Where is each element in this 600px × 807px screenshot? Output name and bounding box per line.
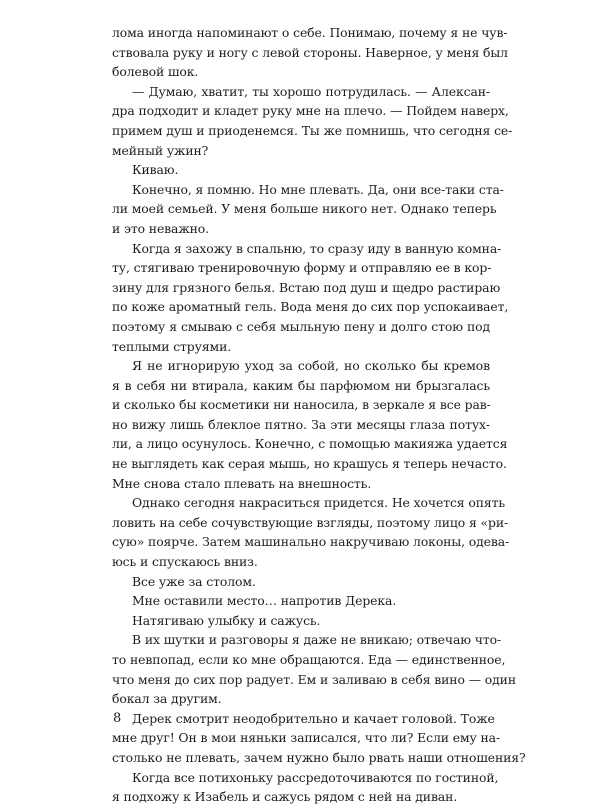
text-line: Конечно, я помню. Но мне плевать. Да, они все-таки ста- <box>132 181 504 197</box>
text-line: то невпопад, если ко мне обращаются. Еда — единственное, <box>112 652 506 667</box>
text-line: Дерек смотрит неодобрительно и качает головой. Тоже <box>132 710 495 726</box>
text-line: В их шутки и разговоры я даже не вникаю; отвечаю что- <box>132 632 502 648</box>
text-line: ловить на себе сочувствующие взгляды, поэтому лицо я «ри- <box>112 514 509 530</box>
text-line: Киваю. <box>132 162 179 178</box>
text-line: примем душ и приоденемся. Ты же помнишь, что сегодня се- <box>112 122 513 138</box>
paragraph <box>112 768 499 807</box>
paragraph <box>112 611 490 631</box>
text-line: мне друг! Он в мои няньки записался, что ли? Если ему на- <box>112 730 501 746</box>
text-line: Однако сегодня накраситься придется. Не хочется опять <box>132 495 505 511</box>
text-line: — Думаю, хватит, ты хорошо потрудилась. — Алексан- <box>132 83 490 99</box>
text-line: поэтому я смываю с себя мыльную пену и долго стою под <box>112 318 490 334</box>
text-line: Когда я захожу в спальню, то сразу иду в ванную комна- <box>132 240 502 256</box>
text-line: ли моей семьей. У меня больше никого нет. Однако теперь <box>112 201 497 217</box>
text-line: Все уже за столом. <box>132 573 256 589</box>
paragraph <box>112 180 504 239</box>
paragraph <box>112 572 490 592</box>
text-line: и сколько бы косметики ни наносила, в зеркале я все рав- <box>112 397 491 413</box>
text-line: что меня до сих пор радует. Ем и заливаю в себя вино — один <box>112 671 516 687</box>
text-line: мейный ужин? <box>112 142 209 158</box>
text-line: сую» поярче. Затем машинально накручиваю локоны, одева- <box>112 534 510 550</box>
paragraph <box>112 356 508 493</box>
paragraph <box>112 160 490 180</box>
paragraph <box>112 23 508 82</box>
text-line: бокал за другим. <box>112 691 222 707</box>
text-line: Мне оставили место… напротив Дерека. <box>132 593 397 609</box>
text-line: лома иногда напоминают о себе. Понимаю, почему я не чув- <box>112 25 508 40</box>
text-line: я подхожу к Изабель и сажусь рядом с ней на диван. <box>112 789 458 805</box>
text-line: я в себя ни втирала, каким бы парфюмом ни брызгалась <box>112 377 490 393</box>
text-line: ли, а лицо осунулось. Конечно, с помощью макияжа удается <box>112 436 508 452</box>
text-line: Натягиваю улыбку и сажусь. <box>132 612 321 628</box>
text-line: ствовала руку и ногу с левой стороны. Наверное, у меня был <box>112 44 508 60</box>
paragraph <box>112 82 513 160</box>
text-line: но вижу лишь блеклое пятно. За эти месяцы глаза потух- <box>112 416 490 432</box>
text-line: столько не плевать, зачем нужно было рвать наши отношения? <box>112 749 526 765</box>
paragraph <box>112 493 510 571</box>
paragraph <box>112 630 516 708</box>
text-line: дра подходит и кладет руку мне на плечо. — Пойдем наверх, <box>112 103 509 119</box>
text-line: ту, стягиваю тренировочную форму и отправляю ее в кор- <box>112 260 492 276</box>
text-line: Я не игнорирую уход за собой, но сколько бы кремов <box>132 358 490 374</box>
text-line: и это неважно. <box>112 220 209 236</box>
paragraph <box>112 709 526 768</box>
text-line: не выглядеть как серая мышь, но крашусь я теперь нечасто. <box>112 456 507 472</box>
paragraph <box>112 591 490 611</box>
paragraph <box>112 239 509 357</box>
text-line: Когда все потихоньку рассредоточиваются по гостиной, <box>132 769 499 785</box>
text-line: Мне снова стало плевать на внешность. <box>112 475 372 491</box>
body-text <box>112 23 526 807</box>
text-line: зину для грязного белья. Встаю под душ и щедро растираю <box>112 279 501 295</box>
text-line: болевой шок. <box>112 64 199 80</box>
text-line: по коже ароматный гель. Вода меня до сих пор успокаивает, <box>112 299 509 315</box>
page-number: 8 <box>113 711 122 726</box>
text-line: теплыми струями. <box>112 338 232 354</box>
text-line: юсь и спускаюсь вниз. <box>112 554 258 570</box>
